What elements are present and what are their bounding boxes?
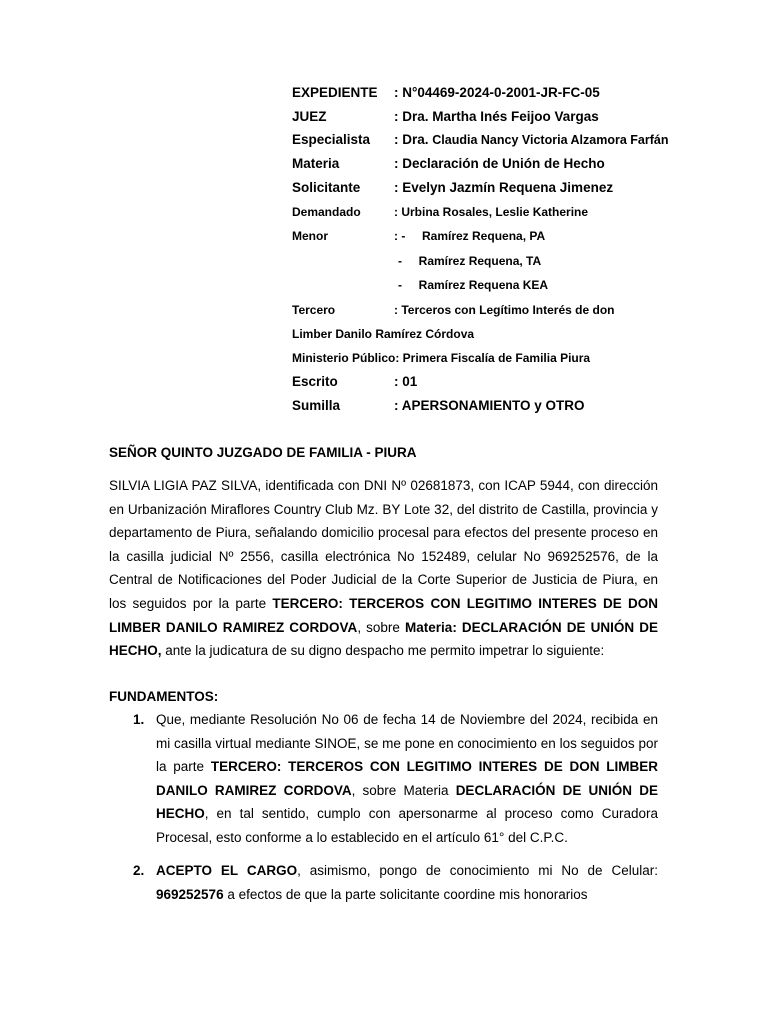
tercero-label: Tercero: [292, 303, 336, 317]
juez-value: : Dra. Martha Inés Feijoo Vargas: [394, 109, 599, 124]
item2-text-2: a efectos de que la parte solicitante coordine mis honorarios: [223, 886, 588, 902]
intro-text-3: ante la judicatura de su digno despacho me permito impetrar lo siguiente:: [161, 643, 605, 659]
item-number: 2.: [133, 863, 145, 878]
escrito-value: : 01: [394, 374, 418, 389]
item-text: [156, 859, 658, 906]
materia-value: : Declaración de Unión de Hecho: [394, 156, 605, 171]
item1-bold-2: DECLARACIÓN DE UNIÓN DE HECHO: [156, 782, 658, 822]
juez-label: JUEZ: [292, 109, 327, 124]
sumilla-label: Sumilla: [292, 398, 341, 413]
especialista-name: Claudia Nancy Victoria Alzamora Farfán: [432, 133, 669, 147]
especialista-value: [394, 132, 668, 147]
item2-text-1: , asimismo, pongo de conocimiento mi No de Celular:: [297, 863, 658, 878]
fundamento-item-2: [109, 859, 658, 906]
item1-text-1: Que, mediante Resolución No 06 de fecha 14 de Noviembre del 2024, recibida en mi casilla virtual mediante SINOE, se me pone en conocimiento en los seguidos por la parte: [156, 712, 658, 775]
intro-paragraph: [109, 474, 658, 663]
fundamento-item-1: [109, 708, 658, 850]
sumilla-value: : APERSONAMIENTO y OTRO: [394, 398, 585, 413]
fundamentos-heading: FUNDAMENTOS:: [109, 689, 219, 704]
item-text: [156, 708, 658, 850]
solicitante-value: : Evelyn Jazmín Requena Jimenez: [394, 180, 614, 195]
escrito-label: Escrito: [292, 374, 338, 389]
item2-bold-1: ACEPTO EL CARGO: [156, 863, 298, 878]
intro-bold-2: Materia: DECLARACIÓN DE UNIÓN DE HECHO,: [109, 619, 658, 659]
intro-text-1: SILVIA LIGIA PAZ SILVA, identificada con DNI Nº 02681873, con ICAP 5944, con dirección en Urbanización Miraflores Country Club Mz. BY Lote 32, del distrito de Castilla, provincia y departamento de Piura, señalando domicilio procesal para efectos del presente proceso en la casilla judicial Nº 2556, casilla electrónica No 152489, celular No 969252576, de la Central de Notificaciones del Poder Judicial de la Corte Superior de Justicia de Piura, en los seguidos por la parte: [109, 478, 658, 611]
item1-text-2: , sobre Materia: [351, 782, 456, 798]
solicitante-label: Solicitante: [292, 180, 361, 195]
menor-value-2: - Ramírez Requena, TA: [398, 254, 542, 268]
menor-label: Menor: [292, 229, 328, 243]
tercero-value-cont: Limber Danilo Ramírez Córdova: [292, 327, 475, 341]
demandado-value: : Urbina Rosales, Leslie Katherine: [394, 205, 589, 219]
demandado-label: Demandado: [292, 205, 361, 219]
item-number: 1.: [133, 712, 145, 727]
intro-bold-1: TERCERO: TERCEROS CON LEGITIMO INTERES DE DON LIMBER DANILO RAMIREZ CORDOVA: [109, 595, 658, 635]
ministerio-value: Ministerio Público: Primera Fiscalía de Familia Piura: [292, 351, 591, 365]
addressee: SEÑOR QUINTO JUZGADO DE FAMILIA - PIURA: [109, 445, 417, 460]
expediente-label: EXPEDIENTE: [292, 85, 378, 100]
expediente-value: : N°04469-2024-0-2001-JR-FC-05: [394, 85, 600, 100]
tercero-value: : Terceros con Legítimo Interés de don: [394, 303, 615, 317]
menor-value-1: : - Ramírez Requena, PA: [394, 229, 546, 243]
especialista-prefix: : Dra.: [394, 132, 429, 147]
materia-label: Materia: [292, 156, 340, 171]
intro-text-2: , sobre: [357, 619, 406, 635]
item2-bold-2: 969252576: [156, 886, 224, 902]
especialista-label: Especialista: [292, 132, 371, 147]
menor-value-3: - Ramírez Requena KEA: [398, 278, 549, 292]
item1-bold-1: TERCERO: TERCEROS CON LEGITIMO INTERES DE DON LIMBER DANILO RAMIREZ CORDOVA: [156, 759, 659, 798]
item1-text-3: , en tal sentido, cumplo con apersonarme al proceso como Curadora Procesal, esto conforme a lo establecido en el artículo 61° del C.P.C.: [156, 806, 658, 845]
